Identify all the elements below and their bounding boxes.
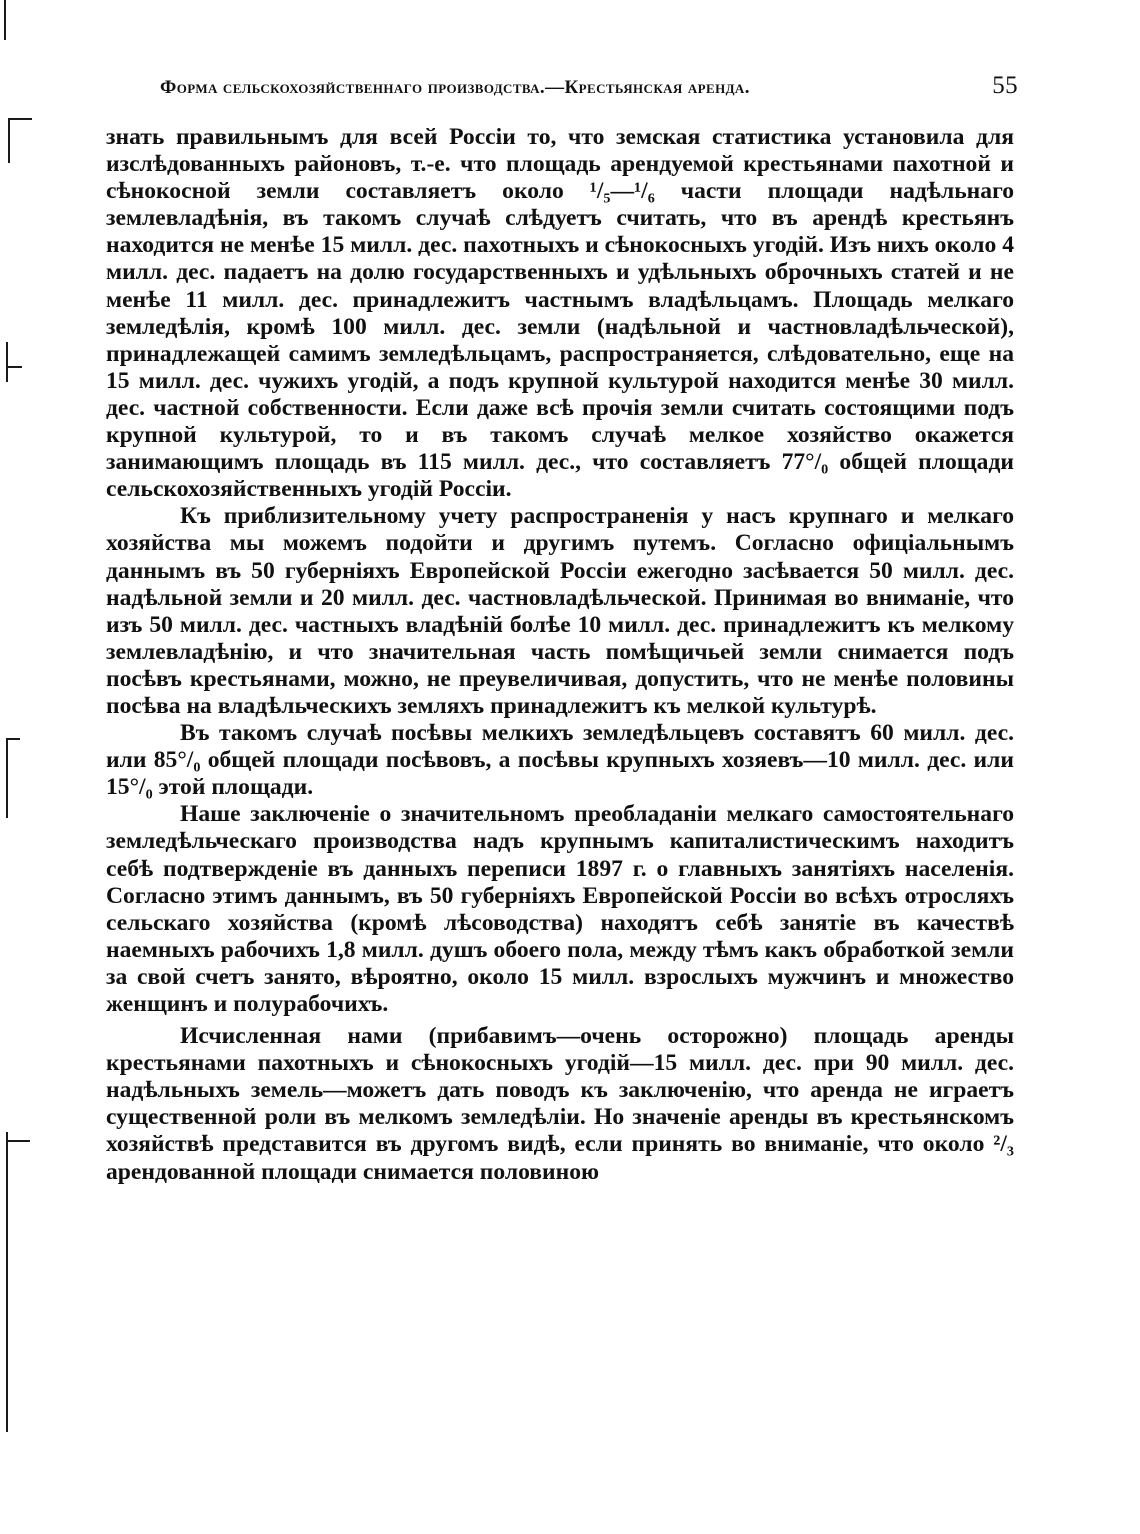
paragraph: Наше заключеніе о значительномъ преобладаніи мелкаго самостоятельнаго земледѣльческаго производства надъ крупнымъ капиталистическимъ находитъ себѣ подтвержденіе въ данныхъ переписи 1897 г. о главныхъ занятіяхъ населенія. Согласно этимъ даннымъ, въ 50 губерніяхъ Европейской Россіи во всѣхъ отросляхъ сельскаго хозяйства (кромѣ лѣсоводства) находятъ себѣ занятіе въ качествѣ наемныхъ рабочихъ 1,8 милл. душъ обоего пола, между тѣмъ какъ обработкой земли за свой счетъ занято, вѣроятно, около 15 милл. взрослыхъ мужчинъ и множество женщинъ и полурабочихъ.	[106, 801, 1014, 1017]
scan-artifact	[6, 1132, 8, 1432]
scan-artifact	[6, 366, 22, 368]
scan-artifact	[6, 1140, 30, 1142]
paragraph: Въ такомъ случаѣ посѣвы мелкихъ земледѣльцевъ составятъ 60 милл. дес. или 85°/₀ общей площади посѣвовъ, а посѣвы крупныхъ хозяевъ—10 милл. дес. или 15°/₀ этой площади.	[106, 720, 1014, 801]
scan-artifact	[6, 738, 8, 818]
running-head	[160, 72, 1018, 100]
scan-artifact	[8, 118, 32, 120]
body-text	[106, 124, 1014, 1186]
scan-artifact	[6, 342, 8, 382]
paragraph: знать правильнымъ для всей Россіи то, что земская статистика установила для изслѣдованныхъ районовъ, т.-е. что площадь арендуемой крестьянами пахотной и сѣнокосной земли составляетъ около ¹/₅—¹/₆ части площади надѣльнаго землевладѣнія, въ такомъ случаѣ слѣдуетъ считать, что въ арендѣ крестьянъ находится не менѣе 15 милл. дес. пахотныхъ и сѣнокосныхъ угодій. Изъ нихъ около 4 милл. дес. падаетъ на долю государственныхъ и удѣльныхъ оброчныхъ статей и не менѣе 11 милл. дес. принадлежитъ частнымъ владѣльцамъ. Площадь мелкаго земледѣлія, кромѣ 100 милл. дес. земли (надѣльной и частновладѣльческой), принадлежащей самимъ земледѣльцамъ, распространяется, слѣдовательно, еще на 15 милл. дес. чужихъ угодій, а подъ крупной культурой находится менѣе 30 милл. дес. частной собственности. Если даже всѣ прочія земли считать состоящими подъ крупной культурой, то и въ такомъ случаѣ мелкое хозяйство окажется занимающимъ площадь въ 115 милл. дес., что составляетъ 77°/₀ общей площади сельскохозяйственныхъ угодій Россіи.	[106, 124, 1014, 503]
page-number: 55	[992, 72, 1018, 99]
scan-artifact	[8, 118, 10, 163]
scan-artifact	[4, 0, 6, 40]
paragraph: Исчисленная нами (прибавимъ—очень осторожно) площадь аренды крестьянами пахотныхъ и сѣнокосныхъ угодій—15 милл. дес. при 90 милл. дес. надѣльныхъ земель—можетъ дать поводъ къ заключенію, что аренда не играетъ существенной роли въ мелкомъ земледѣліи. Но значеніе аренды въ крестьянскомъ хозяйствѣ представится въ другомъ видѣ, если принять во вниманіе, что около ²/₃ арендованной площади снимается половиною	[106, 1023, 1014, 1185]
scan-artifact	[6, 738, 20, 740]
running-title: Форма сельскохозяйственнаго производства.—Крестьянская аренда.	[160, 77, 750, 98]
paragraph: Къ приблизительному учету распространенія у насъ крупнаго и мелкаго хозяйства мы можемъ подойти и другимъ путемъ. Согласно офиціальнымъ даннымъ въ 50 губерніяхъ Европейской Россіи ежегодно засѣвается 50 милл. дес. надѣльной земли и 20 милл. дес. частновладѣльческой. Принимая во вниманіе, что изъ 50 милл. дес. частныхъ владѣній болѣе 10 милл. дес. принадлежитъ къ мелкому землевладѣнію, и что значительная часть помѣщичьей земли снимается подъ посѣвъ крестьянами, можно, не преувеличивая, допустить, что не менѣе половины посѣва на владѣльческихъ земляхъ принадлежитъ къ мелкой культурѣ.	[106, 503, 1014, 719]
